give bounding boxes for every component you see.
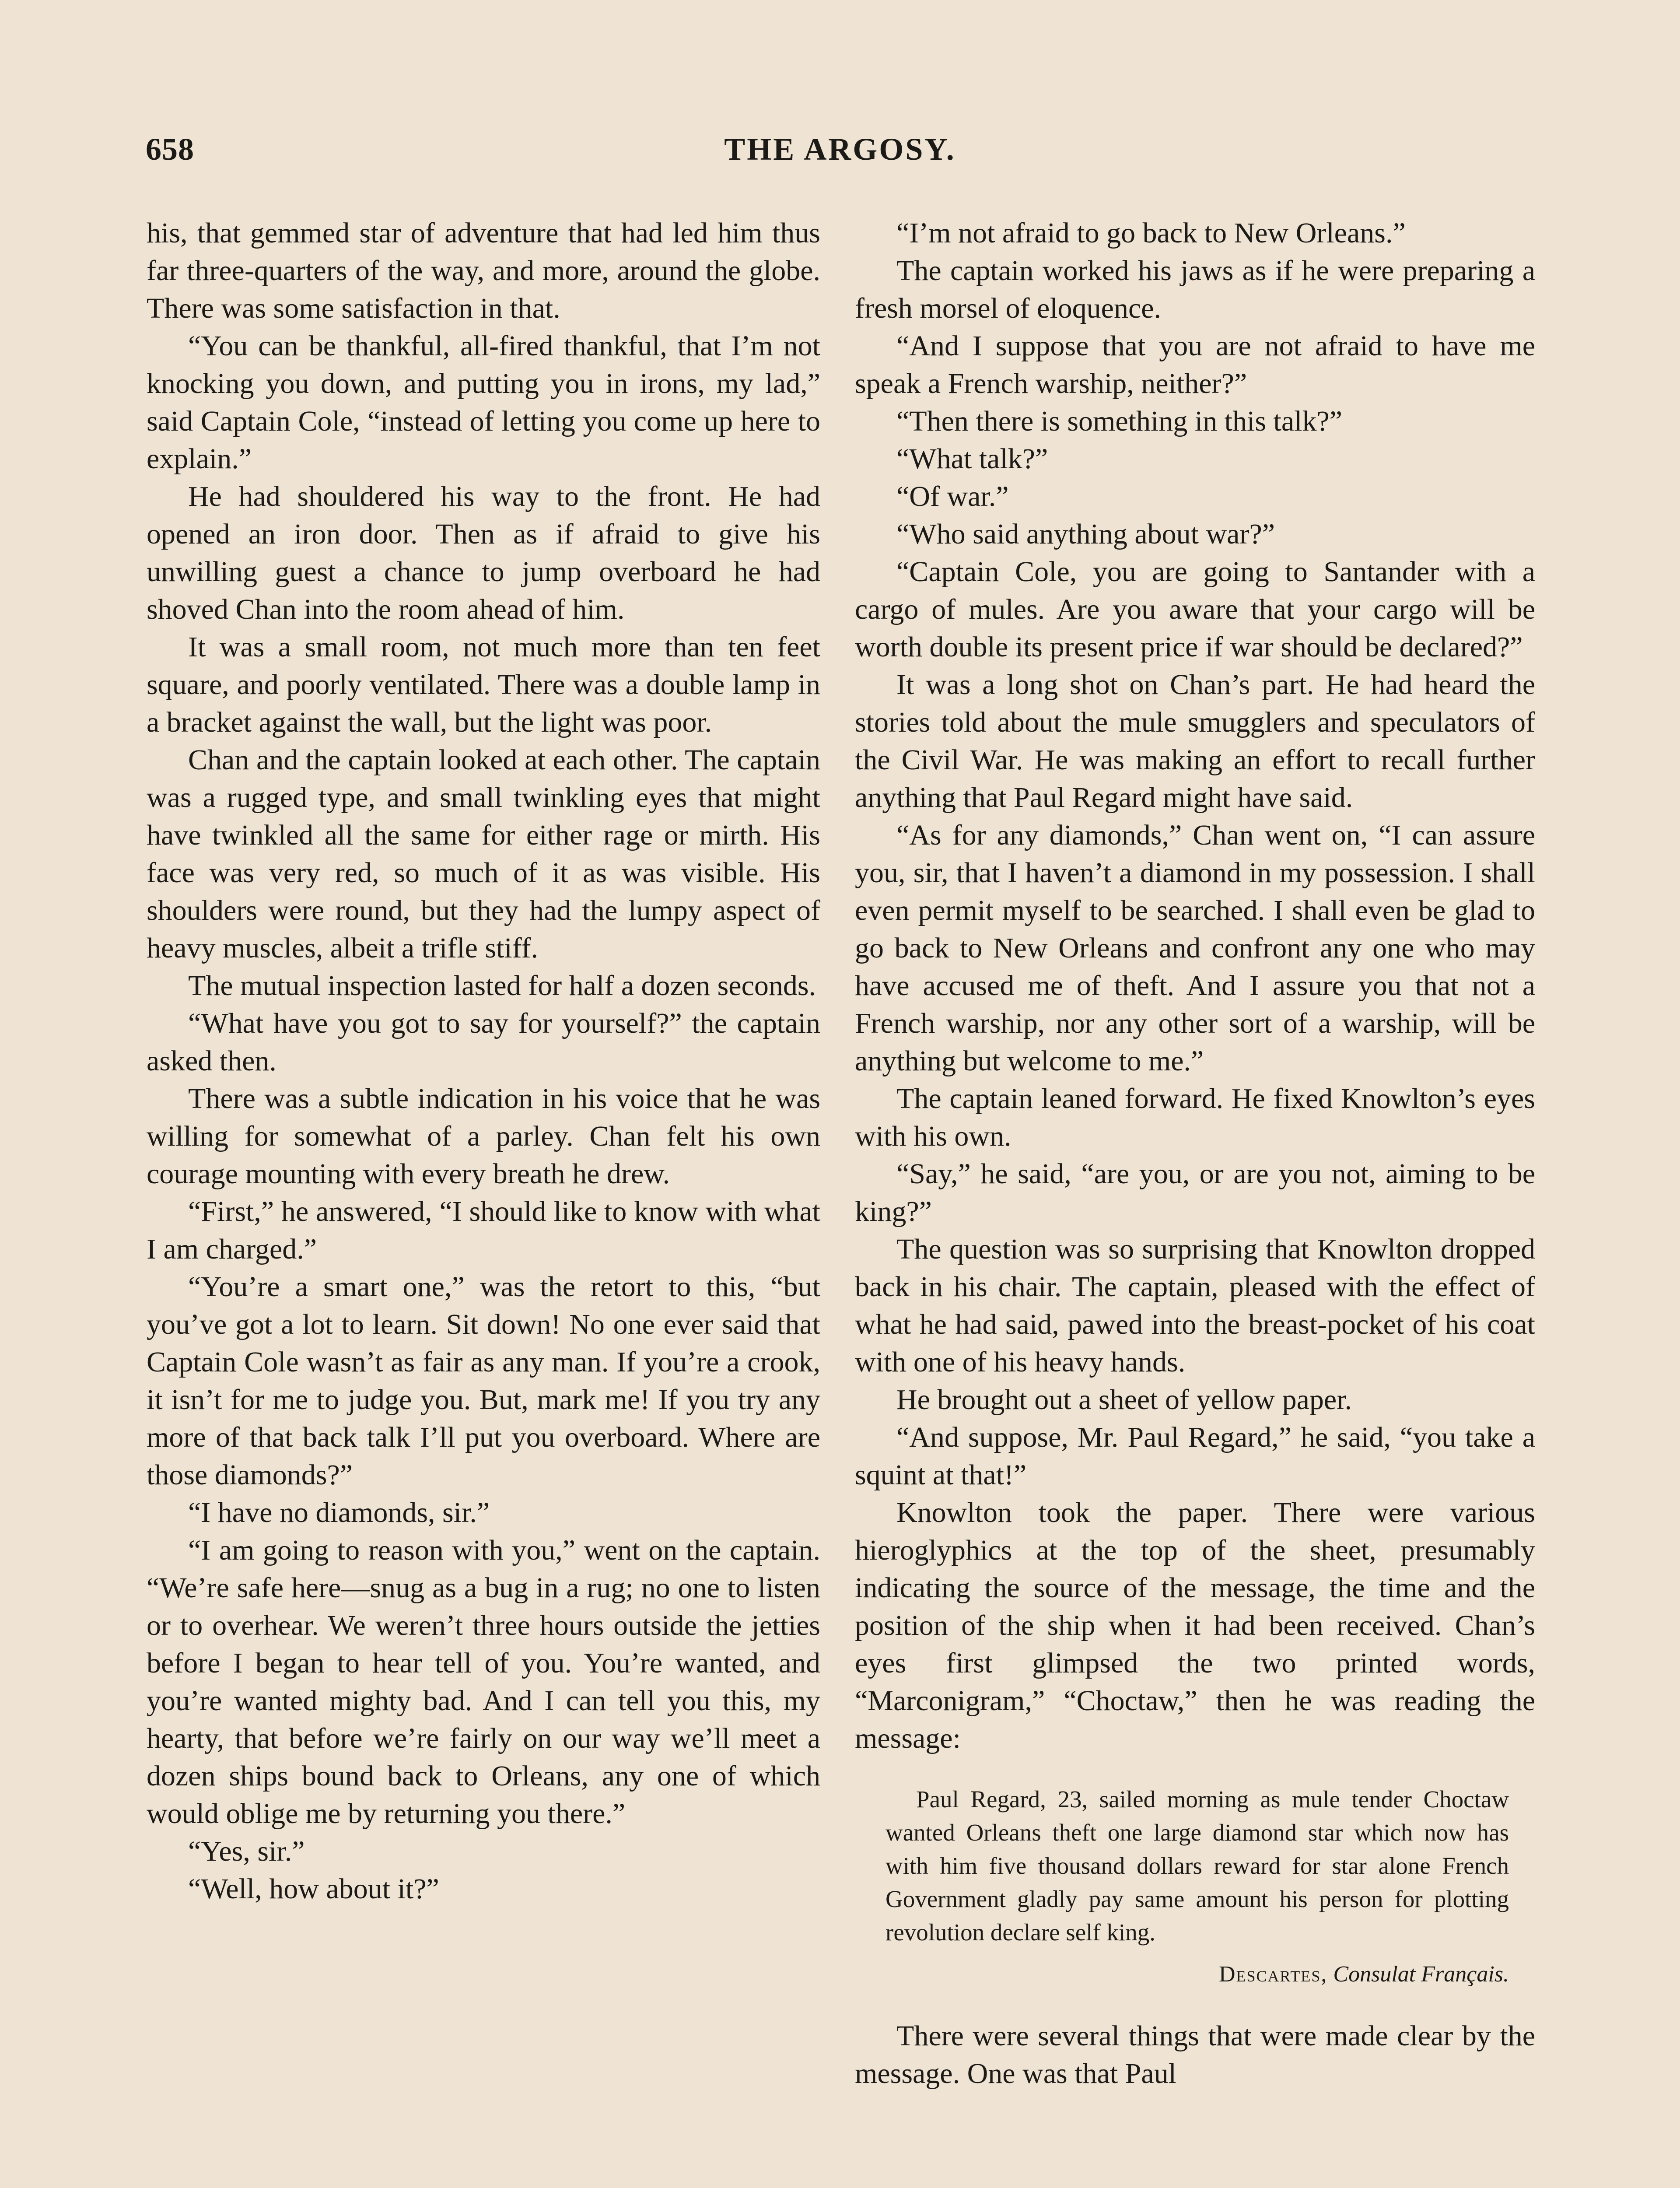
paragraph: The mutual inspection lasted for half a dozen seconds. — [188, 970, 816, 1002]
paragraph: “I am going to reason with you,” went on the captain. “We’re safe here—snug as a bug in a rug; no one to listen or to overhear. We weren’t three hours outside the jetties before I began to hear tell of you. You’re wanted, and you’re wanted mighty bad. And I can tell you this, my hearty, that before we’re fairly on our way we’ll meet a dozen ships bound back to Orleans, any one of which would oblige me by returning you there.” — [147, 1534, 820, 1830]
paragraph: He brought out a sheet of yellow paper. — [896, 1384, 1352, 1416]
running-head: THE ARGOSY. — [724, 132, 956, 167]
page-number: 658 — [146, 132, 194, 167]
paragraph: There were several things that were made clear by the message. One was that Paul — [855, 2020, 1535, 2090]
paragraph: “As for any diamonds,” Chan went on, “I can assure you, sir, that I haven’t a diamond in my possession. I shall even permit myself to be searched. I shall even be glad to go back to New Orleans and confront any one who may have accused me of theft. And I assure you that not a French warship, nor any other sort of a warship, will be anything but welcome to me.” — [855, 819, 1535, 1077]
paragraph: “Say,” he said, “are you, or are you not, aiming to be king?” — [855, 1158, 1535, 1227]
paragraph: “Of war.” — [896, 480, 1009, 512]
paragraph: It was a long shot on Chan’s part. He had heard the stories told about the mule smugglers and speculators of the Civil War. He was making an effort to recall further anything that Paul Regard might have said. — [855, 669, 1535, 813]
paragraph: The captain worked his jaws as if he were preparing a fresh morsel of eloquence. — [855, 255, 1535, 324]
left-column — [147, 214, 820, 1908]
paragraph: his, that gemmed star of adventure that had led him thus far three-quarters of the way, and more, around the globe. There was some satisfaction in that. — [147, 217, 820, 324]
paragraph: “What talk?” — [896, 443, 1048, 475]
paragraph: “You’re a smart one,” was the retort to this, “but you’ve got a lot to learn. Sit down! No one ever said that Captain Cole wasn’t as fair as any man. If you’re a crook, it isn’t for me to judge you. But, mark me! If you try any more of that back talk I’ll put you overboard. Where are those diamonds?” — [147, 1271, 820, 1491]
paragraph: “And suppose, Mr. Paul Regard,” he said, “you take a squint at that!” — [855, 1421, 1535, 1491]
signature-name: Descartes, — [1218, 1962, 1328, 1987]
paragraph: Knowlton took the paper. There were various hieroglyphics at the top of the sheet, presumably indicating the source of the message, the time and the position of the ship when it had been received. Chan’s eyes first glimpsed the two printed words, “Marconigram,” “Choctaw,” then he was reading the message: — [855, 1497, 1535, 1754]
paragraph: “What have you got to say for yourself?” the captain asked then. — [147, 1007, 820, 1077]
message-body: Paul Regard, 23, sailed morning as mule tender Choctaw wanted Orleans theft one large diamond star which now has with him five thousand dollars reward for star alone French Government gladly pay same amount his person for plotting revolution declare self king. — [886, 1786, 1509, 1946]
paragraph: “You can be thankful, all-fired thankful, that I’m not knocking you down, and putting you in irons, my lad,” said Captain Cole, “instead of letting you come up here to explain.” — [147, 330, 820, 475]
paragraph: “Yes, sir.” — [188, 1835, 305, 1867]
paragraph: The question was so surprising that Knowlton dropped back in his chair. The captain, pleased with the effect of what he had said, pawed into the breast-pocket of his coat with one of his heavy hands. — [855, 1233, 1535, 1378]
paragraph: “Well, how about it?” — [188, 1873, 439, 1905]
paragraph: “Then there is something in this talk?” — [896, 405, 1343, 437]
paragraph: “And I suppose that you are not afraid to have me speak a French warship, neither?” — [855, 330, 1535, 400]
paragraph: There was a subtle indication in his voice that he was willing for somewhat of a parley. Chan felt his own courage mounting with every breath he drew. — [147, 1083, 820, 1190]
paragraph: “I have no diamonds, sir.” — [188, 1497, 490, 1529]
paragraph: He had shouldered his way to the front. He had opened an iron door. Then as if afraid to give his unwilling guest a chance to jump overboard he had shoved Chan into the room ahead of him. — [147, 480, 820, 625]
marconigram-message — [886, 1783, 1509, 1991]
paragraph: “Captain Cole, you are going to Santander with a cargo of mules. Are you aware that your cargo will be worth double its present price if war should be declared?” — [855, 556, 1535, 663]
message-signature — [886, 1958, 1509, 1991]
right-column — [855, 214, 1535, 2093]
paragraph: “First,” he answered, “I should like to know with what I am charged.” — [147, 1196, 820, 1265]
paragraph: Chan and the captain looked at each other. The captain was a rugged type, and small twinkling eyes that might have twinkled all the same for either rage or mirth. His face was very red, so much of it as was visible. His shoulders were round, but they had the lumpy aspect of heavy muscles, albeit a trifle stiff. — [147, 744, 820, 964]
signature-title: Consulat Français. — [1333, 1962, 1509, 1987]
paragraph: “I’m not afraid to go back to New Orleans.” — [896, 217, 1406, 249]
paragraph: “Who said anything about war?” — [896, 518, 1275, 550]
paragraph: It was a small room, not much more than ten feet square, and poorly ventilated. There was a double lamp in a bracket against the wall, but the light was poor. — [147, 631, 820, 738]
paragraph: The captain leaned forward. He fixed Knowlton’s eyes with his own. — [855, 1083, 1535, 1152]
